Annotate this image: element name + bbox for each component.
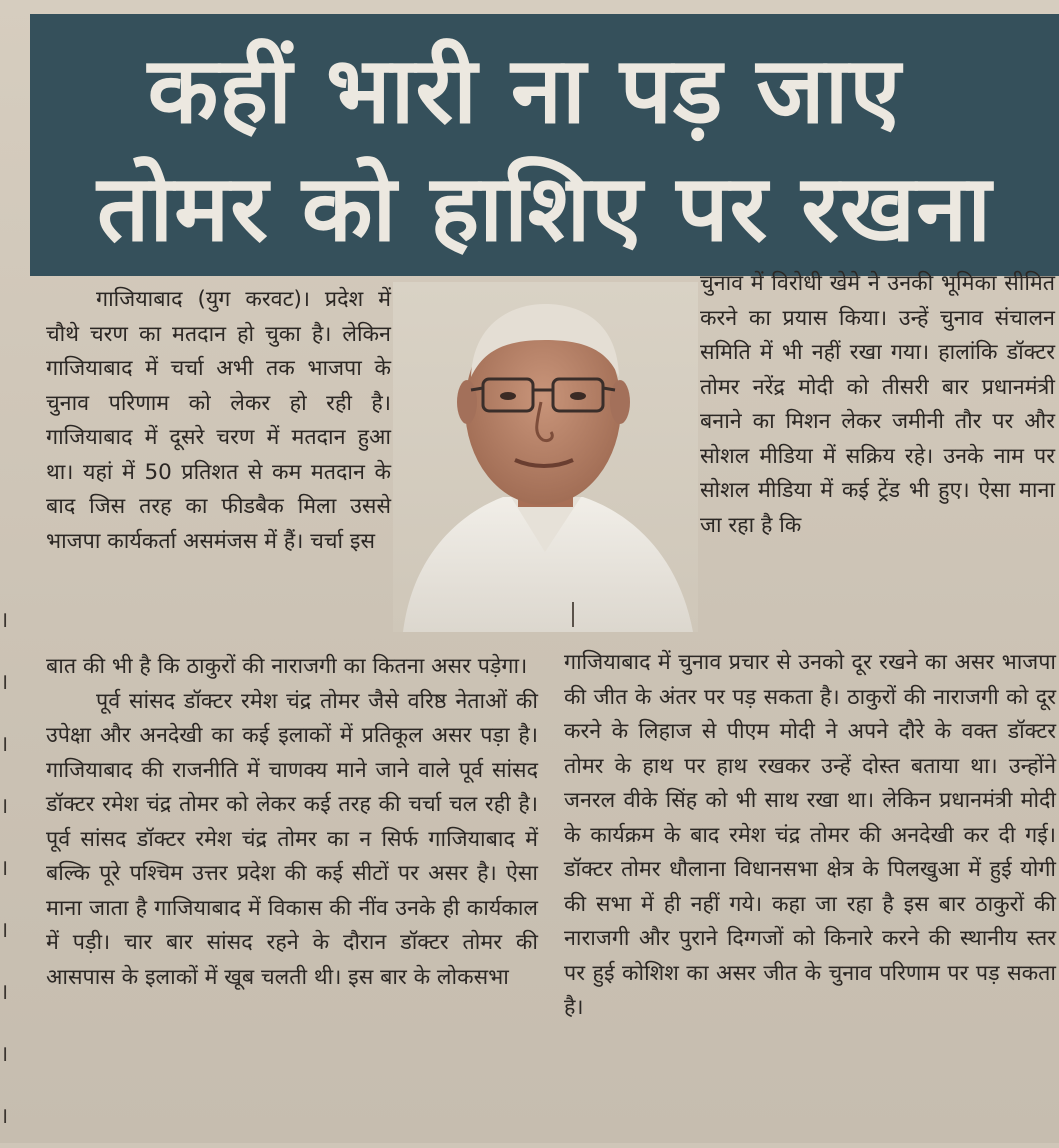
- article-paragraph-right-1: चुनाव में विरोधी खेमे ने उनकी भूमिका सीमित करने का प्रयास किया। उन्हें चुनाव संचालन समिति में भी नहीं रखा गया। हालांकि डॉक्टर तोमर नरेंद्र मोदी को तीसरी बार प्रधानमंत्री बनाने का मिशन लेकर जमीनी तौर पर और सोशल मीडिया में सक्रिय रहे। उनके नाम पर सोशल मीडिया में कई ट्रेंड भी हुए। ऐसा माना जा रहा है कि: [700, 271, 1055, 538]
- article-paragraph-1: गाजियाबाद (युग करवट)। प्रदेश में चौथे चरण का मतदान हो चुका है। लेकिन गाजियाबाद में चर्चा अभी तक भाजपा के चुनाव परिणाम को लेकर हो रही है। गाजियाबाद में दूसरे चरण में मतदान हुआ था। यहां में 50 प्रतिशत से कम मतदान के बाद जिस तरह का फीडबैक मिला उससे भाजपा कार्यकर्ता असमंजस में हैं। चर्चा इस: [46, 287, 391, 554]
- headline-banner: [30, 14, 1059, 276]
- article-paragraph-right-2: गाजियाबाद में चुनाव प्रचार से उनको दूर रखने का असर भाजपा की जीत के अंतर पर पड़ सकता है। ठाकुरों की नाराजगी को दूर करने के लिहाज से पीएम मोदी ने अपने दौरे के वक्त डॉक्टर तोमर के हाथ पर हाथ रखकर उन्हें दोस्त बताया था। उन्होंने जनरल वीके सिंह को भी साथ रखा था। लेकिन प्रधानमंत्री मोदी के कार्यक्रम के बाद रमेश चंद्र तोमर की अनदेखी कर दी गई। डॉक्टर तोमर धौलाना विधानसभा क्षेत्र के पिलखुआ में हुई योगी की सभा में ही नहीं गये। कहा जा रहा है इस बार ठाकुरों की नाराजगी और पुराने दिग्गजों को किनारे करने की स्थानीय स्तर पर हुई कोशिश का असर जीत के चुनाव परिणाम पर पड़ सकता है।: [564, 650, 1056, 1020]
- portrait-photo: [393, 282, 698, 632]
- article-paragraph-2: पूर्व सांसद डॉक्टर रमेश चंद्र तोमर जैसे वरिष्ठ नेताओं की उपेक्षा और अनदेखी का कई इलाकों में प्रतिकूल असर पड़ा है। गाजियाबाद की राजनीति में चाणक्य माने जाने वाले पूर्व सांसद डॉक्टर रमेश चंद्र तोमर को लेकर कई तरह की चर्चा चल रही है। पूर्व सांसद डॉक्टर रमेश चंद्र तोमर का न सिर्फ गाजियाबाद में बल्कि पूरे पश्चिम उत्तर प्रदेश की कई सीटों पर असर है। ऐसा माना जाता है गाजियाबाद में विकास की नींव उनके ही कार्यकाल में पड़ी। चार बार सांसद रहने के दौरान डॉक्टर तोमर की आसपास के इलाकों में खूब चलती थी। इस बार के लोकसभा: [46, 688, 538, 990]
- article-paragraph-1-continued: बात की भी है कि ठाकुरों की नाराजगी का कितना असर पड़ेगा।: [46, 654, 528, 679]
- adjacent-column-edge: । । । । । । । । ।: [0, 608, 9, 1129]
- article-column-right-top: [700, 267, 1055, 543]
- article-column-left-top: [46, 283, 391, 559]
- headline-line-1: कहीं भारी ना पड़ जाए: [147, 37, 902, 144]
- article-column-left: [46, 650, 538, 995]
- headline-line-2: तोमर को हाशिए पर रखना: [96, 155, 993, 262]
- article-column-right: [564, 646, 1056, 1026]
